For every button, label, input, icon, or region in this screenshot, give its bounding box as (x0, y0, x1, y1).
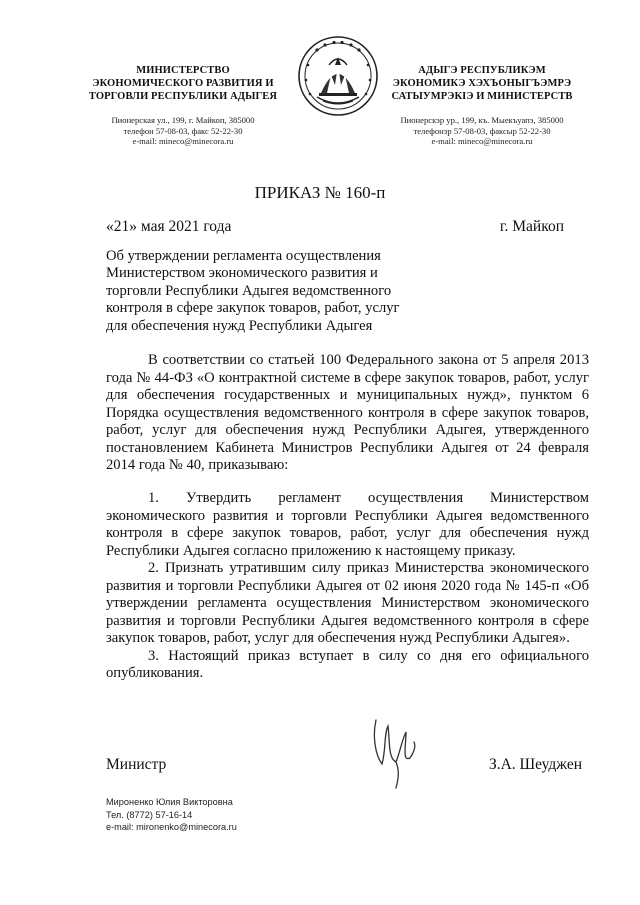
signatory-position: Министр (106, 756, 167, 773)
ministry-name-russian: МИНИСТЕРСТВО ЭКОНОМИЧЕСКОГО РАЗВИТИЯ И ТОРГОВЛИ РЕСПУБЛИКИ АДЫГЕЯ (88, 65, 278, 102)
ministry-name-adyghe: АДЫГЭ РЕСПУБЛИКЭМ ЭКОНОМИКЭ ХЭХЪОНЫГЪЭМРЭ САТЫУМРЭКIЭ И МИНИСТЕРСТВ (391, 65, 573, 102)
order-item-2: 2. Признать утратившим силу приказ Министерства экономического развития и торговли Республики Адыгея от 02 июня 2020 года № 145-п «Об утверждении регламента осуществления Министерством экономического развития и торговли Республики Адыгея ведомственного контроля в сфере закупок товаров, работ, услуг для обеспечения нужд Республики Адыгея». (106, 560, 589, 646)
handwritten-signature-icon (366, 712, 426, 792)
executor-contact (106, 796, 237, 834)
order-items (106, 490, 589, 683)
ministry-address-adyghe: Пионерскэр ур., 199, къ. Мыекъуапэ, 385000 телефонэр 57-08-03, факсыр 52-22-30 e-mail: mineco@minecora.ru (400, 115, 564, 146)
signatory-name: З.А. Шеуджен (488, 756, 582, 773)
executor-email: e-mail: mironenko@minecora.ru (106, 822, 237, 832)
order-title: ПРИКАЗ № 160-п (254, 183, 386, 202)
order-date: «21» мая 2021 года (106, 218, 232, 235)
coat-of-arms-icon (297, 35, 379, 117)
order-item-1: 1. Утвердить регламент осуществления Министерством экономического развития и торговли Республики Адыгея ведомственного контроля в сфере закупок товаров, работ, услуг для обеспечения нужд Республики Адыгея согласно приложению к настоящему приказу. (106, 490, 589, 559)
executor-name: Мироненко Юлия Викторовна (106, 797, 233, 807)
order-item-3: 3. Настоящий приказ вступает в силу со дня его официального опубликования. (106, 647, 589, 681)
order-preamble: В соответствии со статьей 100 Федерального закона от 5 апреля 2013 года № 44-ФЗ «О контрактной системе в сфере закупок товаров, работ, услуг для обеспечения государственных и муниципальных нужд», пунктом 6 Порядка осуществления ведомственного контроля в сфере закупок товаров, работ, услуг для обеспечения нужд Республики Адыгея, утвержденного постановлением Кабинета Министров Республики Адыгея от 24 февраля 2014 года № 40, приказываю: (106, 352, 589, 473)
order-city: г. Майкоп (499, 218, 564, 235)
ministry-address-russian: Пионерская ул., 199, г. Майкоп, 385000 телефон 57-08-03, факс 52-22-30 e-mail: mineco@minecora.ru (111, 115, 255, 146)
executor-phone: Тел. (8772) 57-16-14 (106, 809, 193, 820)
order-subject: Об утверждении регламента осуществления Министерством экономического развития и торговли Республики Адыгея ведомственного контроля в сфере закупок товаров, работ, услуг для обеспечения нужд Республики Адыгея (106, 248, 400, 334)
